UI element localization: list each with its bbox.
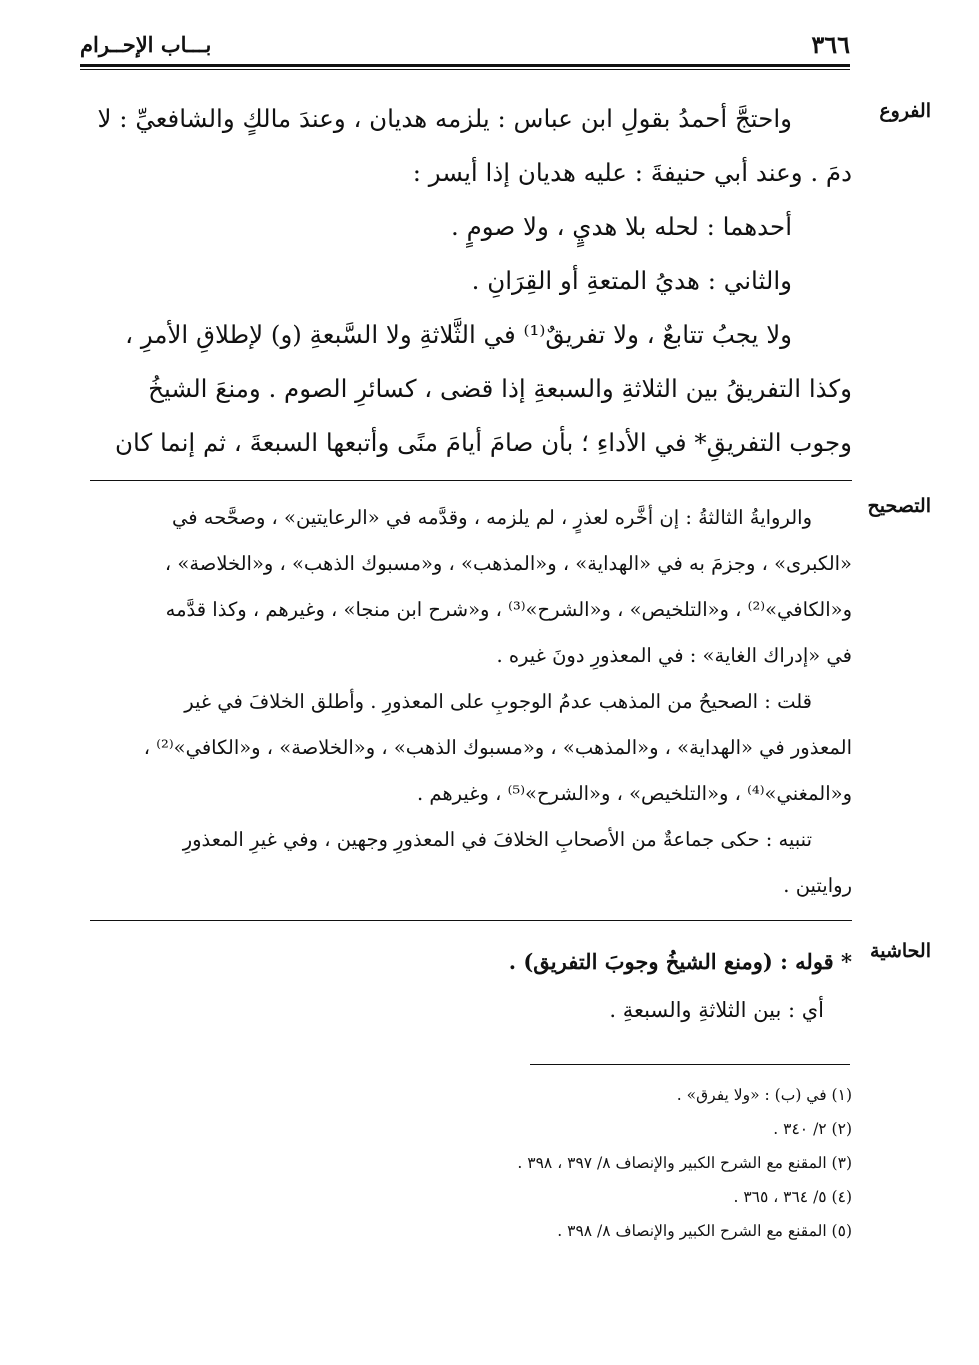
text-line: أي : بين الثلاثةِ والسبعةِ . — [609, 998, 824, 1022]
text-line: وجوب التفريقِ* في الأداءِ ؛ بأن صامَ أيامَ منًى وأتبعها السبعةَ ، ثم إنما كان — [115, 428, 852, 457]
tashih-label: التصحيح — [867, 495, 931, 517]
footnotes — [80, 1078, 852, 1248]
text-line: والثاني : هديُ المتعةِ أو القِرَانِ . — [471, 266, 792, 295]
page-number: ٣٦٦ — [811, 30, 850, 59]
text-line: أحدهما : لحله بلا هديٍ ، ولا صومٍ . — [451, 212, 792, 241]
text-line: واحتجَّ أحمدُ بقولِ ابن عباس : يلزمه هديان ، وعندَ مالكٍ والشافعيِّ : لا — [97, 104, 792, 133]
footnote: (٣) المقنع مع الشرح الكبير والإنصاف ٨/ ٣٩٧ ، ٣٩٨ . — [517, 1154, 852, 1172]
page-header — [80, 30, 850, 66]
footnote: (١) في (ب) : «ولا يفرق» . — [676, 1086, 852, 1104]
text-line: و«الكافي»⁽²⁾ ، و«التلخيص» ، و«الشرح»⁽³⁾ ، و«شرح ابن منجا» ، وغيرهم ، وكذا قدَّمه — [165, 598, 852, 621]
footnote: (٢) ٢/ ٣٤٠ . — [773, 1120, 852, 1138]
footnote-separator — [530, 1064, 850, 1065]
furu-text — [80, 92, 852, 470]
text-line: في «إدراك الغاية» : في المعذورِ دونَ غيره . — [496, 644, 852, 667]
text-line: و«المغني»⁽⁴⁾ ، و«التلخيص» ، و«الشرح»⁽⁵⁾ ، وغيرهم . — [417, 782, 852, 805]
text-line: المعذور في «الهداية» ، و«المذهب» ، و«مسبوك الذهب» ، و«الخلاصة» ، و«الكافي»⁽²⁾ ، — [143, 736, 852, 759]
text-line: دمَ . وعند أبي حنيفةَ : عليه هديان إذا أيسر : — [412, 158, 852, 187]
footnote: (٥) المقنع مع الشرح الكبير والإنصاف ٨/ ٣٩٨ . — [557, 1222, 852, 1240]
furu-label: الفروع — [879, 100, 931, 122]
header-rule-thick — [80, 64, 850, 67]
footnote: (٤) ٥/ ٣٦٤ ، ٣٦٥ . — [733, 1188, 852, 1206]
hashiya-label: الحاشية — [870, 940, 931, 962]
hashiya-text — [80, 938, 852, 1034]
section-separator — [90, 480, 852, 481]
text-line: * قوله : (ومنع الشيخُ وجوبَ التفريق) . — [508, 949, 852, 974]
text-line: تنبيه : حكى جماعةٌ من الأصحابِ الخلافَ في المعذورِ وجهين ، وفي غيرِ المعذورِ — [182, 828, 812, 851]
text-line: «الكبرى» ، وجزمَ به في «الهداية» ، و«المذهب» ، و«مسبوك الذهب» ، و«الخلاصة» ، — [164, 552, 852, 575]
chapter-title: بـــاب الإحــرام — [80, 32, 212, 57]
text-line: ولا يجبُ تتابعٌ ، ولا تفريقٌ⁽¹⁾ في الثَّلاثةِ ولا السَّبعةِ (و) لإطلاقِ الأمرِ ، — [125, 320, 792, 349]
section-separator — [90, 920, 852, 921]
header-rule-thin — [80, 69, 850, 70]
text-line: والروايةُ الثالثةُ : إن أخَّره لعذرٍ ، لم يلزمه ، وقدَّمه في «الرعايتين» ، وصحَّحه في — [171, 506, 812, 529]
text-line: قلت : الصحيحُ من المذهب عدمُ الوجوبِ على المعذورِ . وأطلق الخلافَ في غير — [184, 690, 812, 713]
text-line: روايتين . — [783, 874, 852, 897]
tashih-text — [80, 495, 852, 909]
text-line: وكذا التفريقُ بين الثلاثةِ والسبعةِ إذا قضى ، كسائرِ الصوم . ومنعَ الشيخُ — [148, 374, 852, 403]
